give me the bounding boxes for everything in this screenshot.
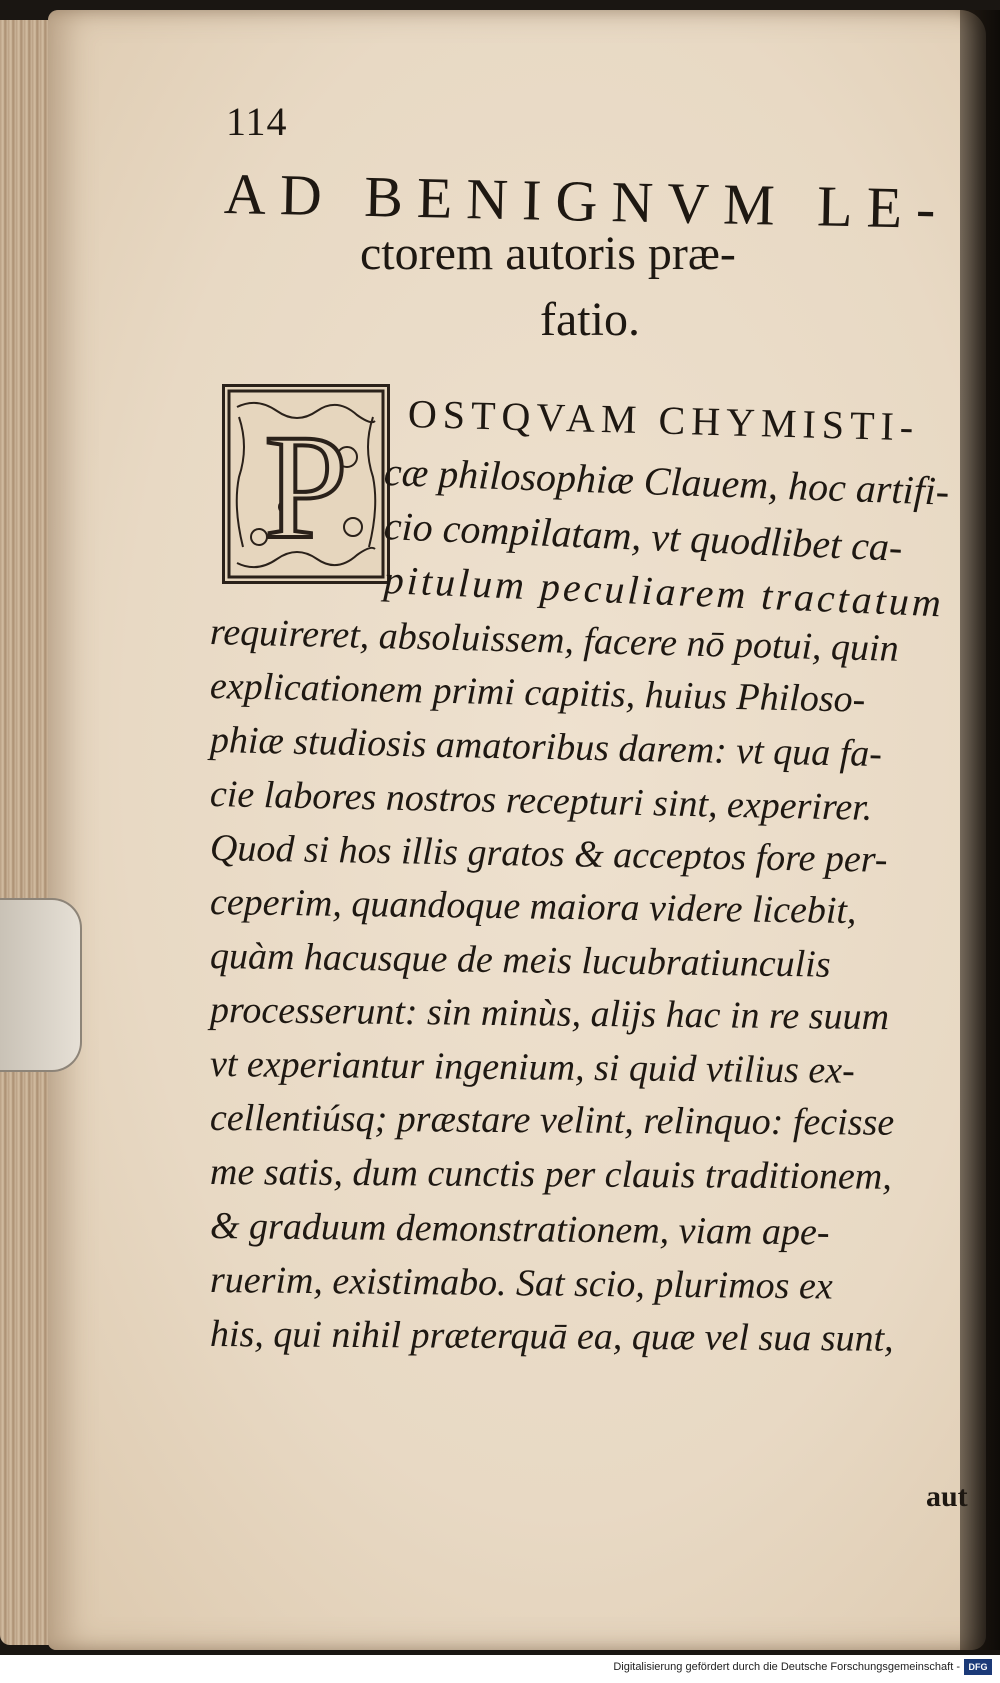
decorated-initial [222,384,390,584]
body-line: pitulum peculiarem tractatum [383,557,945,626]
body-line: ceperim, quandoque maiora videre licebit, [209,881,857,933]
body-line: me satis, dum cunctis per clauis traditionem, [209,1151,892,1198]
heading-line-1: AD BENIGNVM LE- [223,161,951,242]
body-line: Quod si hos illis gratos & acceptos fore per- [209,827,888,881]
body-line: processerunt: sin minùs, alijs hac in re suum [209,989,890,1039]
body-line: cio compilatam, vt quodlibet ca- [383,503,904,570]
body-line: explicationem primi capitis, huius Philoso- [209,665,866,721]
body-line: requireret, absoluissem, facere nō potui, quin [209,611,900,670]
body-first-line: OSTQVAM CHYMISTI- [407,391,920,450]
body-line: cie labores nostros recepturi sint, experirer. [209,773,873,829]
heading-line-3: fatio. [540,293,640,346]
catchword: aut [926,1480,968,1513]
page-number: 114 [226,99,288,144]
paper-tab-marker [0,898,82,1072]
heading-line-2: ctorem autoris præ- [360,227,736,280]
body-line: & graduum demonstrationem, viam ape- [209,1205,830,1254]
body-line: vt experiantur ingenium, si quid vtilius ex- [209,1043,855,1092]
body-line: phiæ studiosis amatoribus darem: vt qua fa- [209,719,883,776]
digitization-credit: Digitalisierung gefördert durch die Deutsche Forschungsgemeinschaft - [613,1661,960,1673]
body-line: quàm hacusque de meis lucubratiunculis [209,935,831,986]
body-line: cæ philosophiæ Clauem, hoc artifi- [383,449,950,514]
body-line: ruerim, existimabo. Sat scio, plurimos ex [209,1259,833,1308]
body-line: cellentiúsq; præstare velint, relinquo: fecisse [209,1097,895,1144]
initial-letter: P [264,404,348,570]
decorated-initial-ornament [225,387,387,581]
spine-shadow [960,10,1000,1650]
dfg-logo: DFG [964,1659,992,1675]
body-line: his, qui nihil præterquā ea, quæ vel sua sunt, [209,1313,894,1360]
